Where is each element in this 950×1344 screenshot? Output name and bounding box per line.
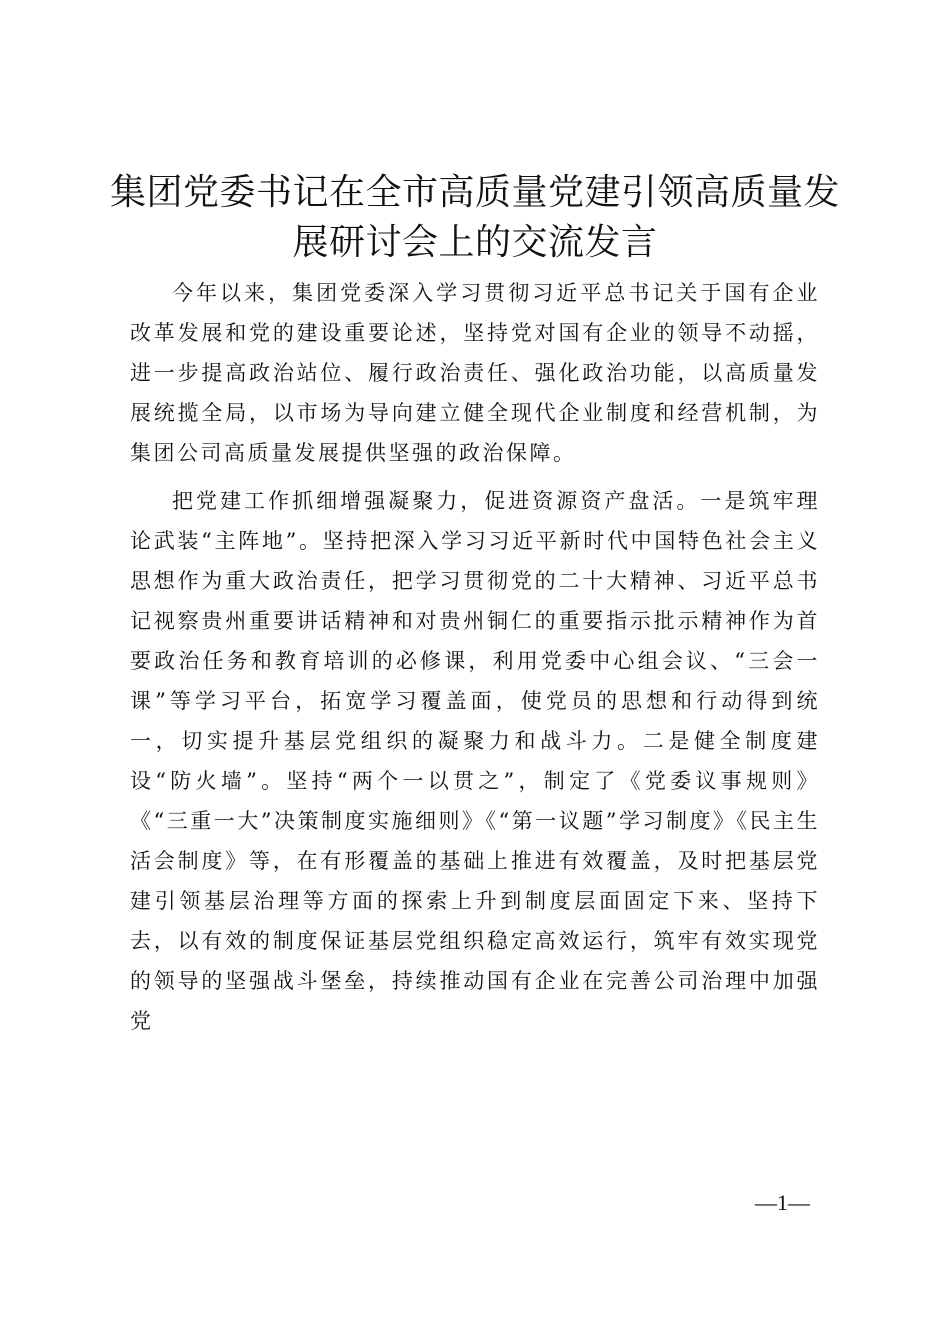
document-body bbox=[130, 273, 820, 1041]
page-number: —1— bbox=[755, 1190, 810, 1215]
document-title: 集团党委书记在全市高质量党建引领高质量发展研讨会上的交流发言 bbox=[110, 172, 841, 263]
paragraph-intro: 今年以来，集团党委深入学习贯彻习近平总书记关于国有企业改革发展和党的建设重要论述，坚持党对国有企业的领导不动摇，进一步提高政治站位、履行政治责任、强化政治功能，以高质量发展统揽全局，以市场为导向建立健全现代企业制度和经营机制，为集团公司高质量发展提供坚强的政治保障。 bbox=[130, 281, 820, 465]
paragraph-party-building: 把党建工作抓细增强凝聚力，促进资源资产盘活。一是筑牢理论武装“主阵地”。坚持把深入学习习近平新时代中国特色社会主义思想作为重大政治责任，把学习贯彻党的二十大精神、习近平总书记视察贵州重要讲话精神和对贵州铜仁的重要指示批示精神作为首要政治任务和教育培训的必修课，利用党委中心组会议、“三会一课”等学习平台，拓宽学习覆盖面，使党员的思想和行动得到统一，切实提升基层党组织的凝聚力和战斗力。二是健全制度建设“防火墙”。坚持“两个一以贯之”，制定了《党委议事规则》《“三重一大”决策制度实施细则》《“第一议题”学习制度》《民主生活会制度》等，在有形覆盖的基础上推进有效覆盖，及时把基层党建引领基层治理等方面的探索上升到制度层面固定下来、坚持下去，以有效的制度保证基层党组织稳定高效运行，筑牢有效实现党的领导的坚强战斗堡垒，持续推动国有企业在完善公司治理中加强党 bbox=[130, 489, 820, 1033]
